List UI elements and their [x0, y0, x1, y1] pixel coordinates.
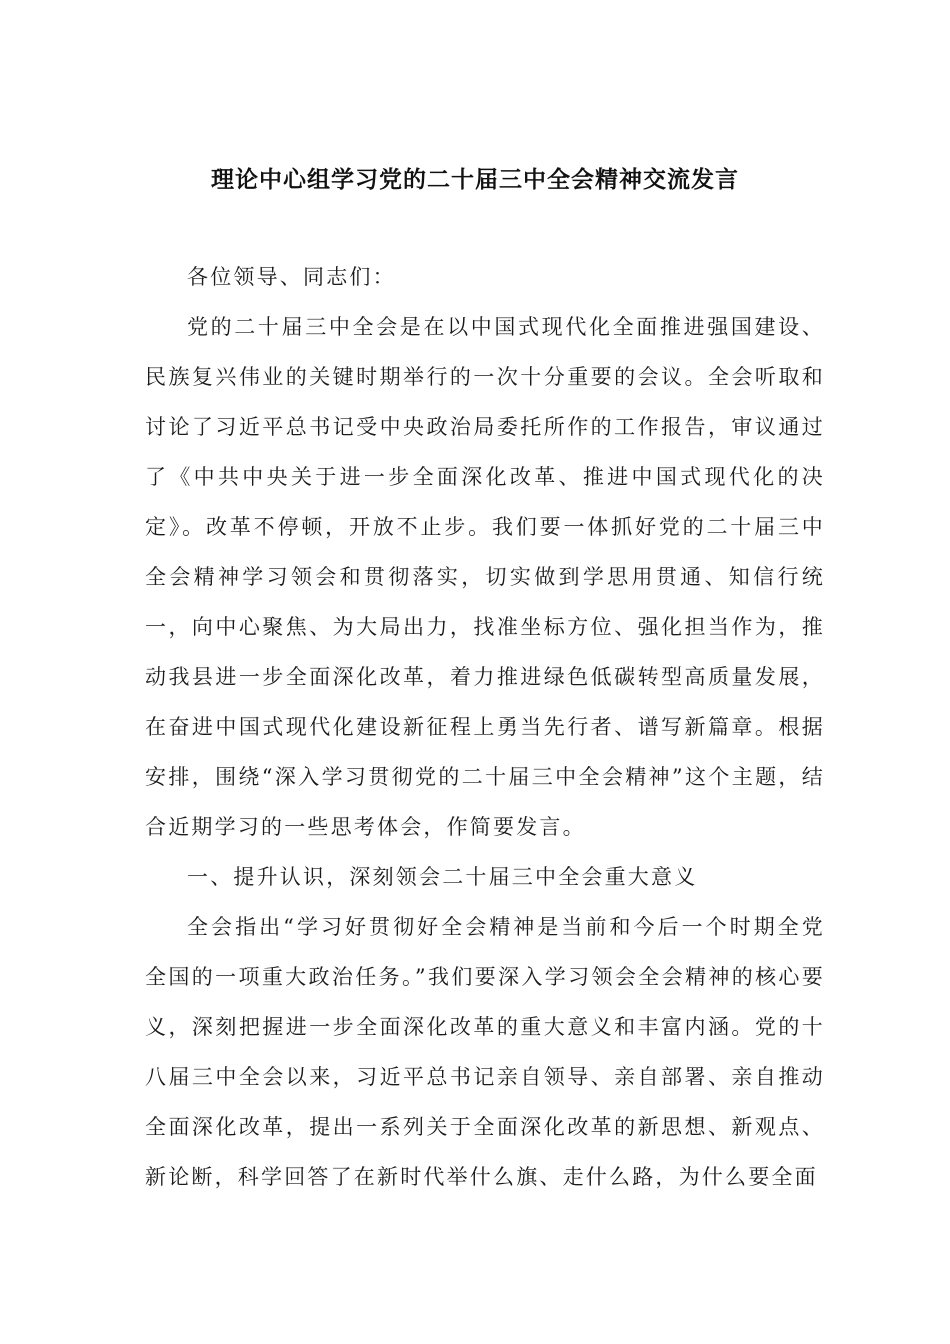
paragraph-intro: 党的二十届三中全会是在以中国式现代化全面推进强国建设、民族复兴伟业的关键时期举行的一次十分重要的会议。全会听取和讨论了习近平总书记受中央政治局委托所作的工作报告，审议通过了《中共中央关于进一步全面深化改革、推进中国式现代化的决定》。改革不停顿，开放不止步。我们要一体抓好党的二十届三中全会精神学习领会和贯彻落实，切实做到学思用贯通、知信行统一，向中心聚焦、为大局出力，找准坐标方位、强化担当作为，推动我县进一步全面深化改革，着力推进绿色低碳转型高质量发展，在奋进中国式现代化建设新征程上勇当先行者、谱写新篇章。根据安排，围绕“深入学习贯彻党的二十届三中全会精神”这个主题，结合近期学习的一些思考体会，作简要发言。 — [145, 315, 825, 839]
paragraph-section-1: 全会指出“学习好贯彻好全会精神是当前和今后一个时期全党全国的一项重大政治任务。”我们要深入学习领会全会精神的核心要义，深刻把握进一步全面深化改革的重大意义和丰富内涵。党的十八届三中全会以来，习近平总书记亲自领导、亲自部署、亲自推动全面深化改革，提出一系列关于全面深化改革的新思想、新观点、新论断，科学回答了在新时代举什么旗、走什么路，为什么要全面 — [145, 915, 825, 1189]
document-title: 理论中心组学习党的二十届三中全会精神交流发言 — [211, 166, 739, 193]
section-heading-1: 一、提升认识，深刻领会二十届三中全会重大意义 — [187, 865, 698, 889]
greeting: 各位领导、同志们： — [187, 265, 396, 289]
document-body — [145, 252, 825, 1202]
